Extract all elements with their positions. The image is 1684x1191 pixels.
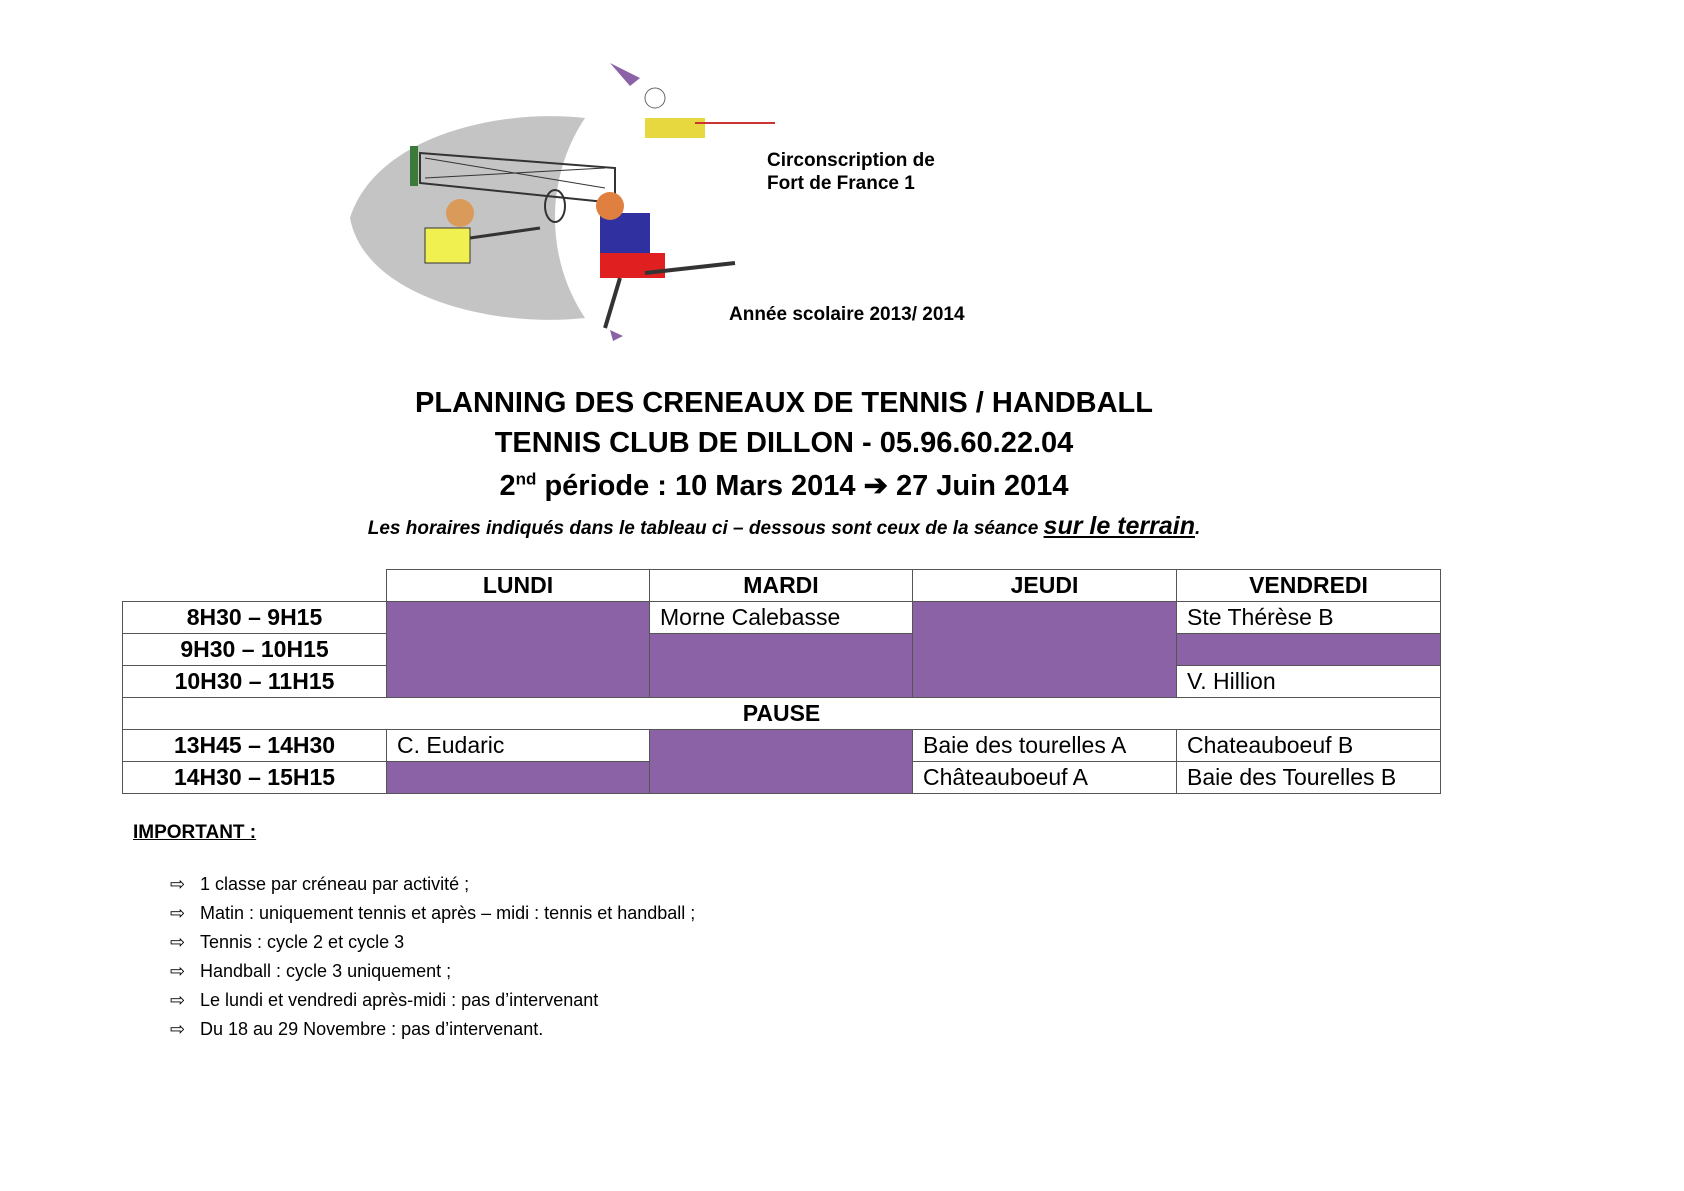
school-year: Année scolaire 2013/ 2014 (729, 304, 965, 325)
table-row (123, 634, 1441, 666)
time-slot: 9H30 – 10H15 (123, 634, 387, 666)
slot-cell: Châteauboeuf A (913, 762, 1177, 794)
list-item (170, 957, 695, 986)
occupied-cell (650, 730, 913, 794)
important-list (170, 870, 695, 1044)
table-row (123, 730, 1441, 762)
circonscription-line1: Circonscription de (767, 150, 935, 171)
title-period (0, 468, 1568, 503)
table-row (123, 602, 1441, 634)
day-header: MARDI (650, 570, 913, 602)
time-slot: 10H30 – 11H15 (123, 666, 387, 698)
list-item (170, 986, 695, 1015)
title-line1: PLANNING DES CRENEAUX DE TENNIS / HANDBALL (415, 387, 1153, 419)
item-text: Du 18 au 29 Novembre : pas d’intervenant. (200, 1019, 544, 1039)
logo-illustration (345, 58, 785, 348)
note-text: Les horaires indiqués dans le tableau ci – dessous sont ceux de la séance (367, 518, 1044, 539)
item-text: Handball : cycle 3 uniquement ; (200, 961, 452, 981)
slot-cell: Baie des tourelles A (913, 730, 1177, 762)
slot-cell: Chateauboeuf B (1177, 730, 1441, 762)
arrow-icon: ⇨ (170, 874, 186, 894)
arrow-icon: ⇨ (170, 961, 186, 981)
occupied-cell (387, 762, 650, 794)
list-item (170, 870, 695, 899)
item-text: 1 classe par créneau par activité ; (200, 874, 470, 894)
day-header: JEUDI (913, 570, 1177, 602)
corner-cell (123, 570, 387, 602)
important-heading: IMPORTANT : (133, 822, 257, 843)
occupied-cell (387, 602, 650, 698)
time-slot: 8H30 – 9H15 (123, 602, 387, 634)
table-header-row (123, 570, 1441, 602)
pause-cell: PAUSE (123, 698, 1441, 730)
period-sup: nd (515, 469, 537, 489)
arrow-icon: ⇨ (170, 1019, 186, 1039)
note-emphasis: sur le terrain (1043, 512, 1195, 540)
note-end: . (1195, 518, 1201, 539)
circonscription-line2: Fort de France 1 (767, 173, 915, 194)
occupied-cell (650, 634, 913, 698)
slot-cell: Ste Thérèse B (1177, 602, 1441, 634)
time-slot: 13H45 – 14H30 (123, 730, 387, 762)
item-text: Matin : uniquement tennis et après – midi : tennis et handball ; (200, 903, 696, 923)
slot-cell: Baie des Tourelles B (1177, 762, 1441, 794)
schedule-note (0, 512, 1568, 541)
occupied-cell (1177, 634, 1441, 666)
period-end: 27 Juin 2014 (887, 470, 1069, 502)
list-item (170, 1015, 695, 1044)
circonscription-text (767, 149, 935, 195)
arrow-icon: ⇨ (170, 932, 186, 952)
list-item (170, 899, 695, 928)
day-header: VENDREDI (1177, 570, 1441, 602)
day-header: LUNDI (387, 570, 650, 602)
arrow-icon: ⇨ (170, 903, 186, 923)
item-text: Le lundi et vendredi après-midi : pas d’intervenant (200, 990, 599, 1010)
title-line2: TENNIS CLUB DE DILLON - 05.96.60.22.04 (494, 427, 1074, 459)
arrow-right-icon: ➔ (863, 470, 888, 502)
slot-cell: V. Hillion (1177, 666, 1441, 698)
arrow-icon: ⇨ (170, 990, 186, 1010)
occupied-cell (913, 602, 1177, 698)
item-text: Tennis : cycle 2 et cycle 3 (200, 932, 405, 952)
time-slot: 14H30 – 15H15 (123, 762, 387, 794)
slot-cell: Morne Calebasse (650, 602, 913, 634)
period-start: période : 10 Mars 2014 (536, 470, 864, 502)
slot-cell: C. Eudaric (387, 730, 650, 762)
pause-row (123, 698, 1441, 730)
list-item (170, 928, 695, 957)
schedule-table (122, 569, 1441, 794)
period-num: 2 (499, 470, 516, 502)
